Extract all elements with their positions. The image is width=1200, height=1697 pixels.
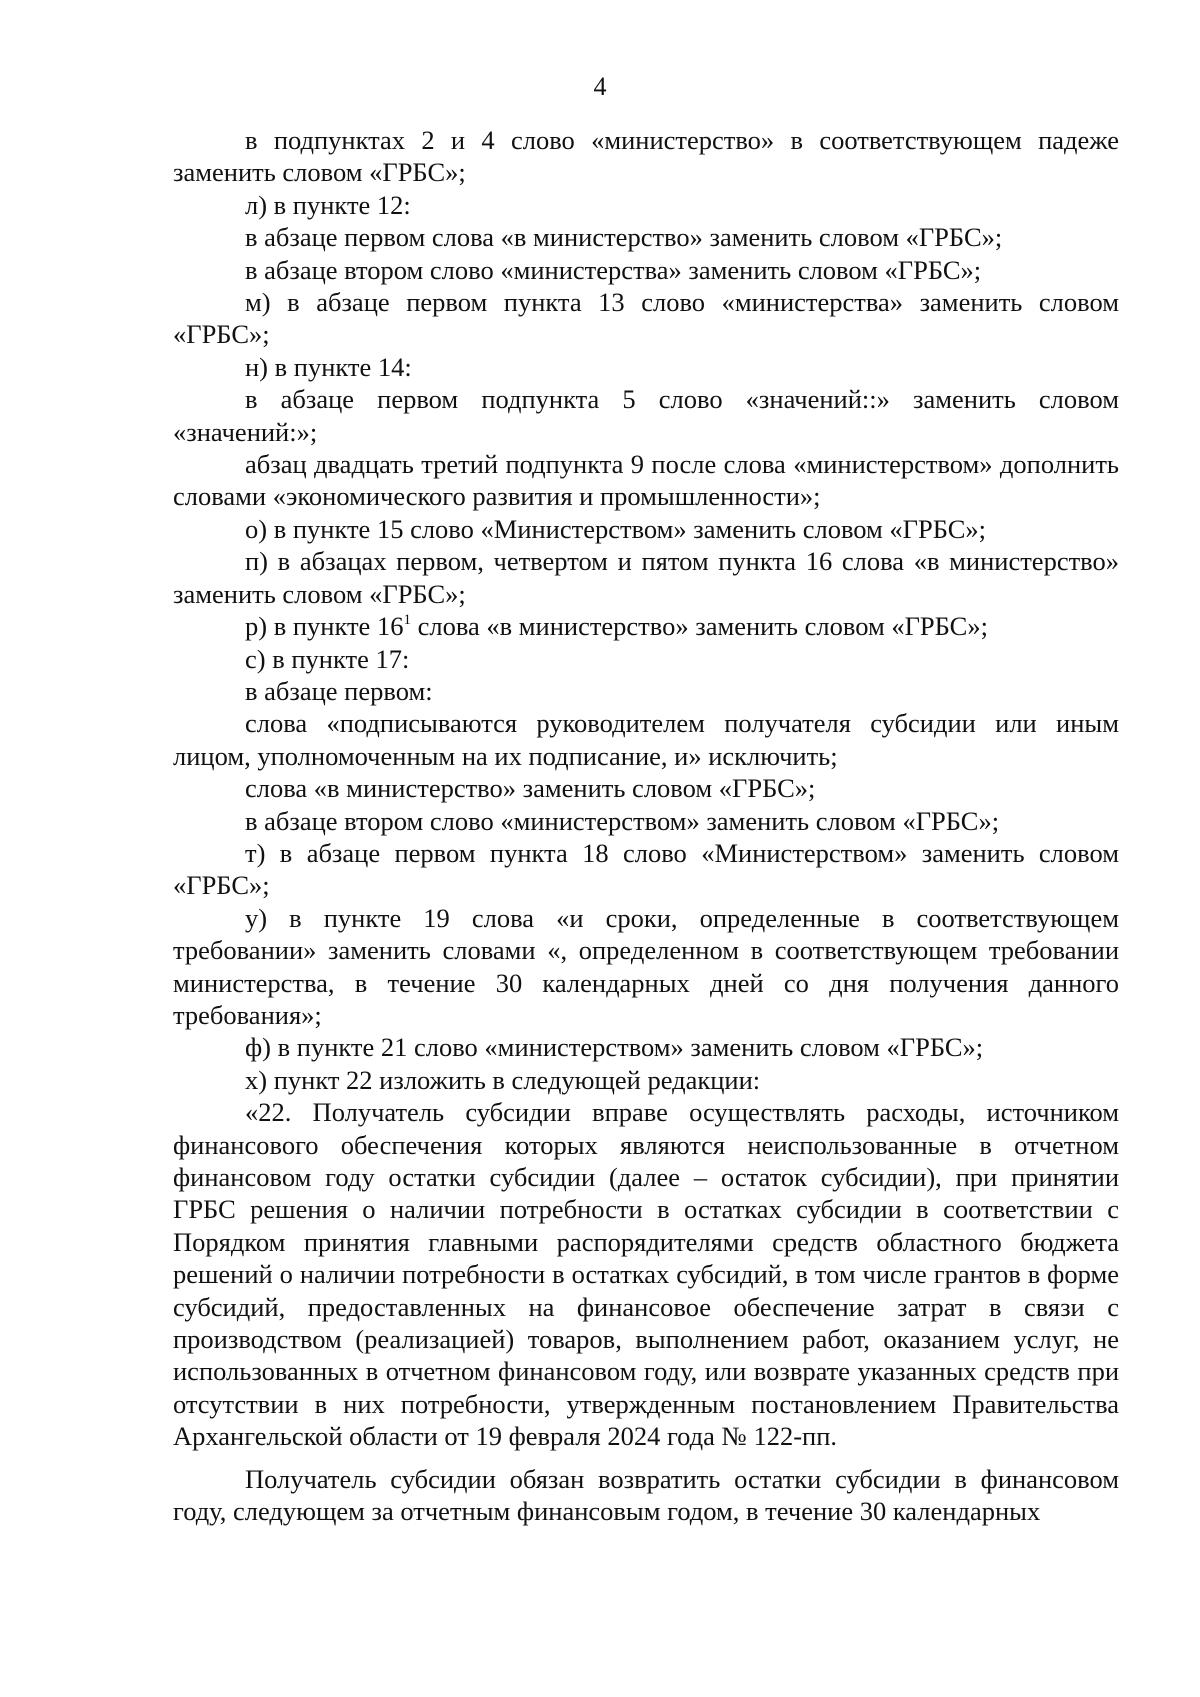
paragraph: «22. Получатель субсидии вправе осуществлять расходы, источником финансового обеспечения которых являются неиспользованные в отчетном финансовом году остатки субсидии (далее – остаток субсидии), при принятии ГРБС решения о наличии потребности в остатках субсидии в соответствии с Порядком принятия главными распорядителями средств областного бюджета решений о наличии потребности в остатках субсидий, в том числе грантов в форме субсидий, предоставленных на финансовое обеспечение затрат в связи с производством (реализацией) товаров, выполнением работ, оказанием услуг, не использованных в отчетном финансовом году, или возврате указанных средств при отсутствии в них потребности, утвержденным постановлением Правительства Архангельской области от 19 февраля 2024 года № 122-пп. — [173, 1097, 1119, 1452]
paragraph-text: слова «в министерство» заменить словом «ГРБС»; — [410, 611, 988, 642]
paragraph: в абзаце втором слово «министерством» заменить словом «ГРБС»; — [245, 805, 1000, 836]
paragraph: у) в пункте 19 слова «и сроки, определенные в соответствующем требовании» заменить словами «, определенном в соответствующем требовании министерства, в течение 30 календарных дней со дня получения данного требования»; — [173, 902, 1119, 1030]
paragraph: в абзаце первом подпункта 5 слово «значений::» заменить словом «значений:»; — [173, 384, 1119, 447]
paragraph: ф) в пункте 21 слово «министерством» заменить словом «ГРБС»; — [245, 1032, 984, 1063]
paragraph: Получатель субсидии обязан возвратить остатки субсидии в финансовом году, следующем за отчетным финансовым годом, в течение 30 календарных — [173, 1463, 1119, 1527]
paragraph: о) в пункте 15 слово «Министерством» заменить словом «ГРБС»; — [245, 513, 987, 544]
page-number: 4 — [593, 72, 607, 101]
paragraph: слова «подписываются руководителем получателя субсидии или иным лицом, уполномоченным на их подписание, и» исключить; — [173, 708, 1119, 771]
paragraph: с) в пункте 17: — [245, 643, 410, 674]
paragraph: п) в абзацах первом, четвертом и пятом пункта 16 слова «в министерство» заменить словом «ГРБС»; — [173, 546, 1119, 609]
paragraph: в абзаце первом: — [245, 675, 433, 706]
document-body — [173, 124, 1119, 1527]
paragraph: в абзаце втором слово «министерства» заменить словом «ГРБС»; — [245, 254, 982, 285]
paragraph: слова «в министерство» заменить словом «ГРБС»; — [245, 773, 816, 804]
paragraph: в подпунктах 2 и 4 слово «министерство» в соответствующем падеже заменить словом «ГРБС»; — [173, 125, 1119, 188]
paragraph: л) в пункте 12: — [245, 189, 411, 220]
paragraph: абзац двадцать третий подпункта 9 после слова «министерством» дополнить словами «экономического развития и промышленности»; — [173, 449, 1119, 512]
paragraph: т) в абзаце первом пункта 18 слово «Министерством» заменить словом «ГРБС»; — [173, 837, 1119, 901]
superscript-index: 1 — [403, 612, 411, 629]
paragraph: н) в пункте 14: — [245, 351, 412, 382]
paragraph: в абзаце первом слова «в министерство» заменить словом «ГРБС»; — [245, 222, 1003, 253]
paragraph — [173, 610, 1119, 642]
paragraph: м) в абзаце первом пункта 13 слово «министерства» заменить словом «ГРБС»; — [173, 287, 1119, 350]
paragraph-text: р) в пункте 16 — [245, 611, 404, 642]
paragraph: х) пункт 22 изложить в следующей редакции: — [245, 1064, 761, 1095]
